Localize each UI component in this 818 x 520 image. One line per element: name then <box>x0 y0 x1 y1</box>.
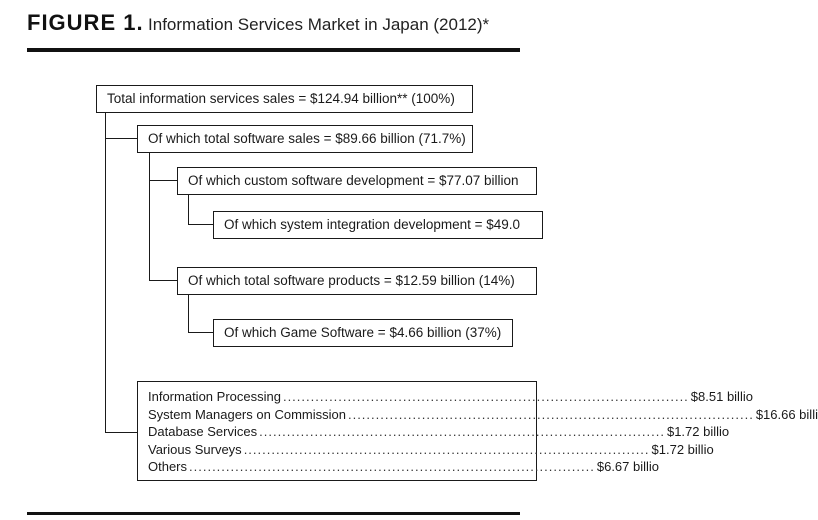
dot-leader: ........................................................................................ <box>282 389 689 404</box>
services-list-box <box>137 381 818 481</box>
software-sales-box <box>137 125 473 153</box>
list-item-label: Information Processing <box>148 389 281 404</box>
connector-line <box>188 224 213 225</box>
list-item-label: Various Surveys <box>148 441 242 457</box>
list-item-value: $1.72 billio <box>666 424 730 439</box>
list-item <box>148 389 753 407</box>
list-item <box>148 424 730 442</box>
figure-label: FIGURE 1. <box>27 10 144 35</box>
list-item <box>148 459 660 477</box>
dot-leader: ........................................................................................ <box>259 424 665 439</box>
list-item-label: System Managers on Commission <box>148 406 346 422</box>
bottom-rule <box>27 512 520 515</box>
custom-software-box <box>177 167 537 195</box>
list-item-value: $1.72 billio <box>651 441 714 457</box>
list-item-label: Others <box>148 459 188 474</box>
list-item-value: $8.51 billio <box>690 389 753 404</box>
dot-leader: ........................................................................................ <box>189 459 595 474</box>
connector-line <box>105 138 137 139</box>
list-item <box>148 406 818 425</box>
connector-line <box>149 152 150 280</box>
connector-line <box>188 194 189 224</box>
list-item-value: $16.66 billi <box>755 406 818 422</box>
total-sales-text: Total information services sales = $124.94 billion** (100%) <box>107 91 455 106</box>
connector-line <box>105 112 106 433</box>
connector-line <box>188 332 213 333</box>
list-item-value: $6.67 billio <box>596 459 660 474</box>
list-item <box>148 441 714 460</box>
connector-line <box>188 294 189 332</box>
game-software-text: Of which Game Software = $4.66 billion (37%) <box>224 325 502 340</box>
top-rule <box>27 48 520 52</box>
figure-title <box>27 8 489 41</box>
game-software-box <box>213 319 513 347</box>
dot-leader: ........................................................................................ <box>243 441 650 457</box>
software-sales-text: Of which total software sales = $89.66 billion (71.7%) <box>148 131 466 146</box>
figure-caption: Information Services Market in Japan (2012)* <box>148 15 490 34</box>
connector-line <box>149 280 177 281</box>
total-sales-box <box>96 85 473 113</box>
system-integration-box <box>213 211 543 239</box>
list-item-label: Database Services <box>148 424 258 439</box>
connector-line <box>149 180 177 181</box>
software-products-box <box>177 267 537 295</box>
software-products-text: Of which total software products = $12.59 billion (14%) <box>188 273 515 288</box>
dot-leader: ........................................................................................ <box>347 406 754 422</box>
system-integration-text: Of which system integration development = $49.0 <box>224 217 521 232</box>
custom-software-text: Of which custom software development = $77.07 billion <box>188 173 519 188</box>
connector-line <box>105 432 137 433</box>
